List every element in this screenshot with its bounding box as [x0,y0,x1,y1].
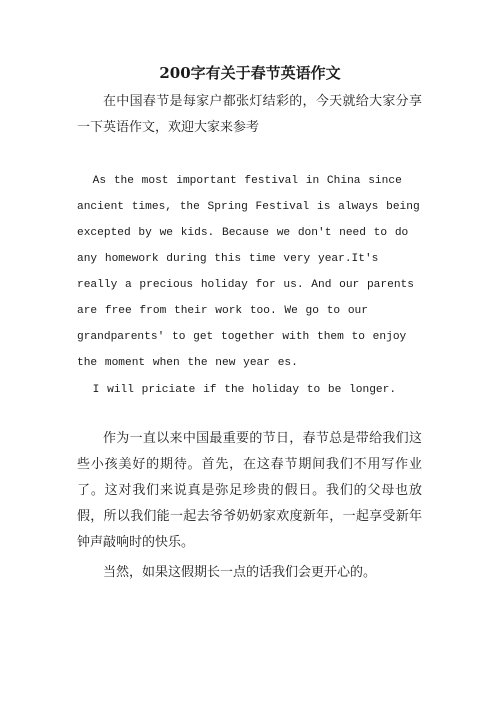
chinese-closing-paragraph: 当然，如果这假期长一点的话我们会更开心的。 [103,565,377,580]
chinese-translation-paragraph: 作为一直以来中国最重要的节日，春节总是带给我们这些小孩美好的期待。首先，在这春节期间我们不用写作业了。这对我们来说真是弥足珍贵的假日。我们的父母也放假，所以我们能一起去爷爷奶奶家欢度新年，一起享受新年钟声敲响时的快乐。 [77,431,422,550]
page-title: 200字有关于春节英语作文 [159,64,341,82]
english-closing-paragraph: I will priciate if the holiday to be longer. [92,384,397,396]
english-essay-paragraph: As the most important festival in China since ancient times, the Spring Festival is always being excepted by we kids. Because we don't need to do any homework during this time very year.It's really a precious holiday for us. And our parents are free from their work too. We go to our grandparents' to get together with them to enjoy the moment when the new year es. [77,175,420,369]
intro-paragraph: 在中国春节是每家户都张灯结彩的，今天就给大家分享一下英语作文，欢迎大家来参考 [77,94,422,135]
